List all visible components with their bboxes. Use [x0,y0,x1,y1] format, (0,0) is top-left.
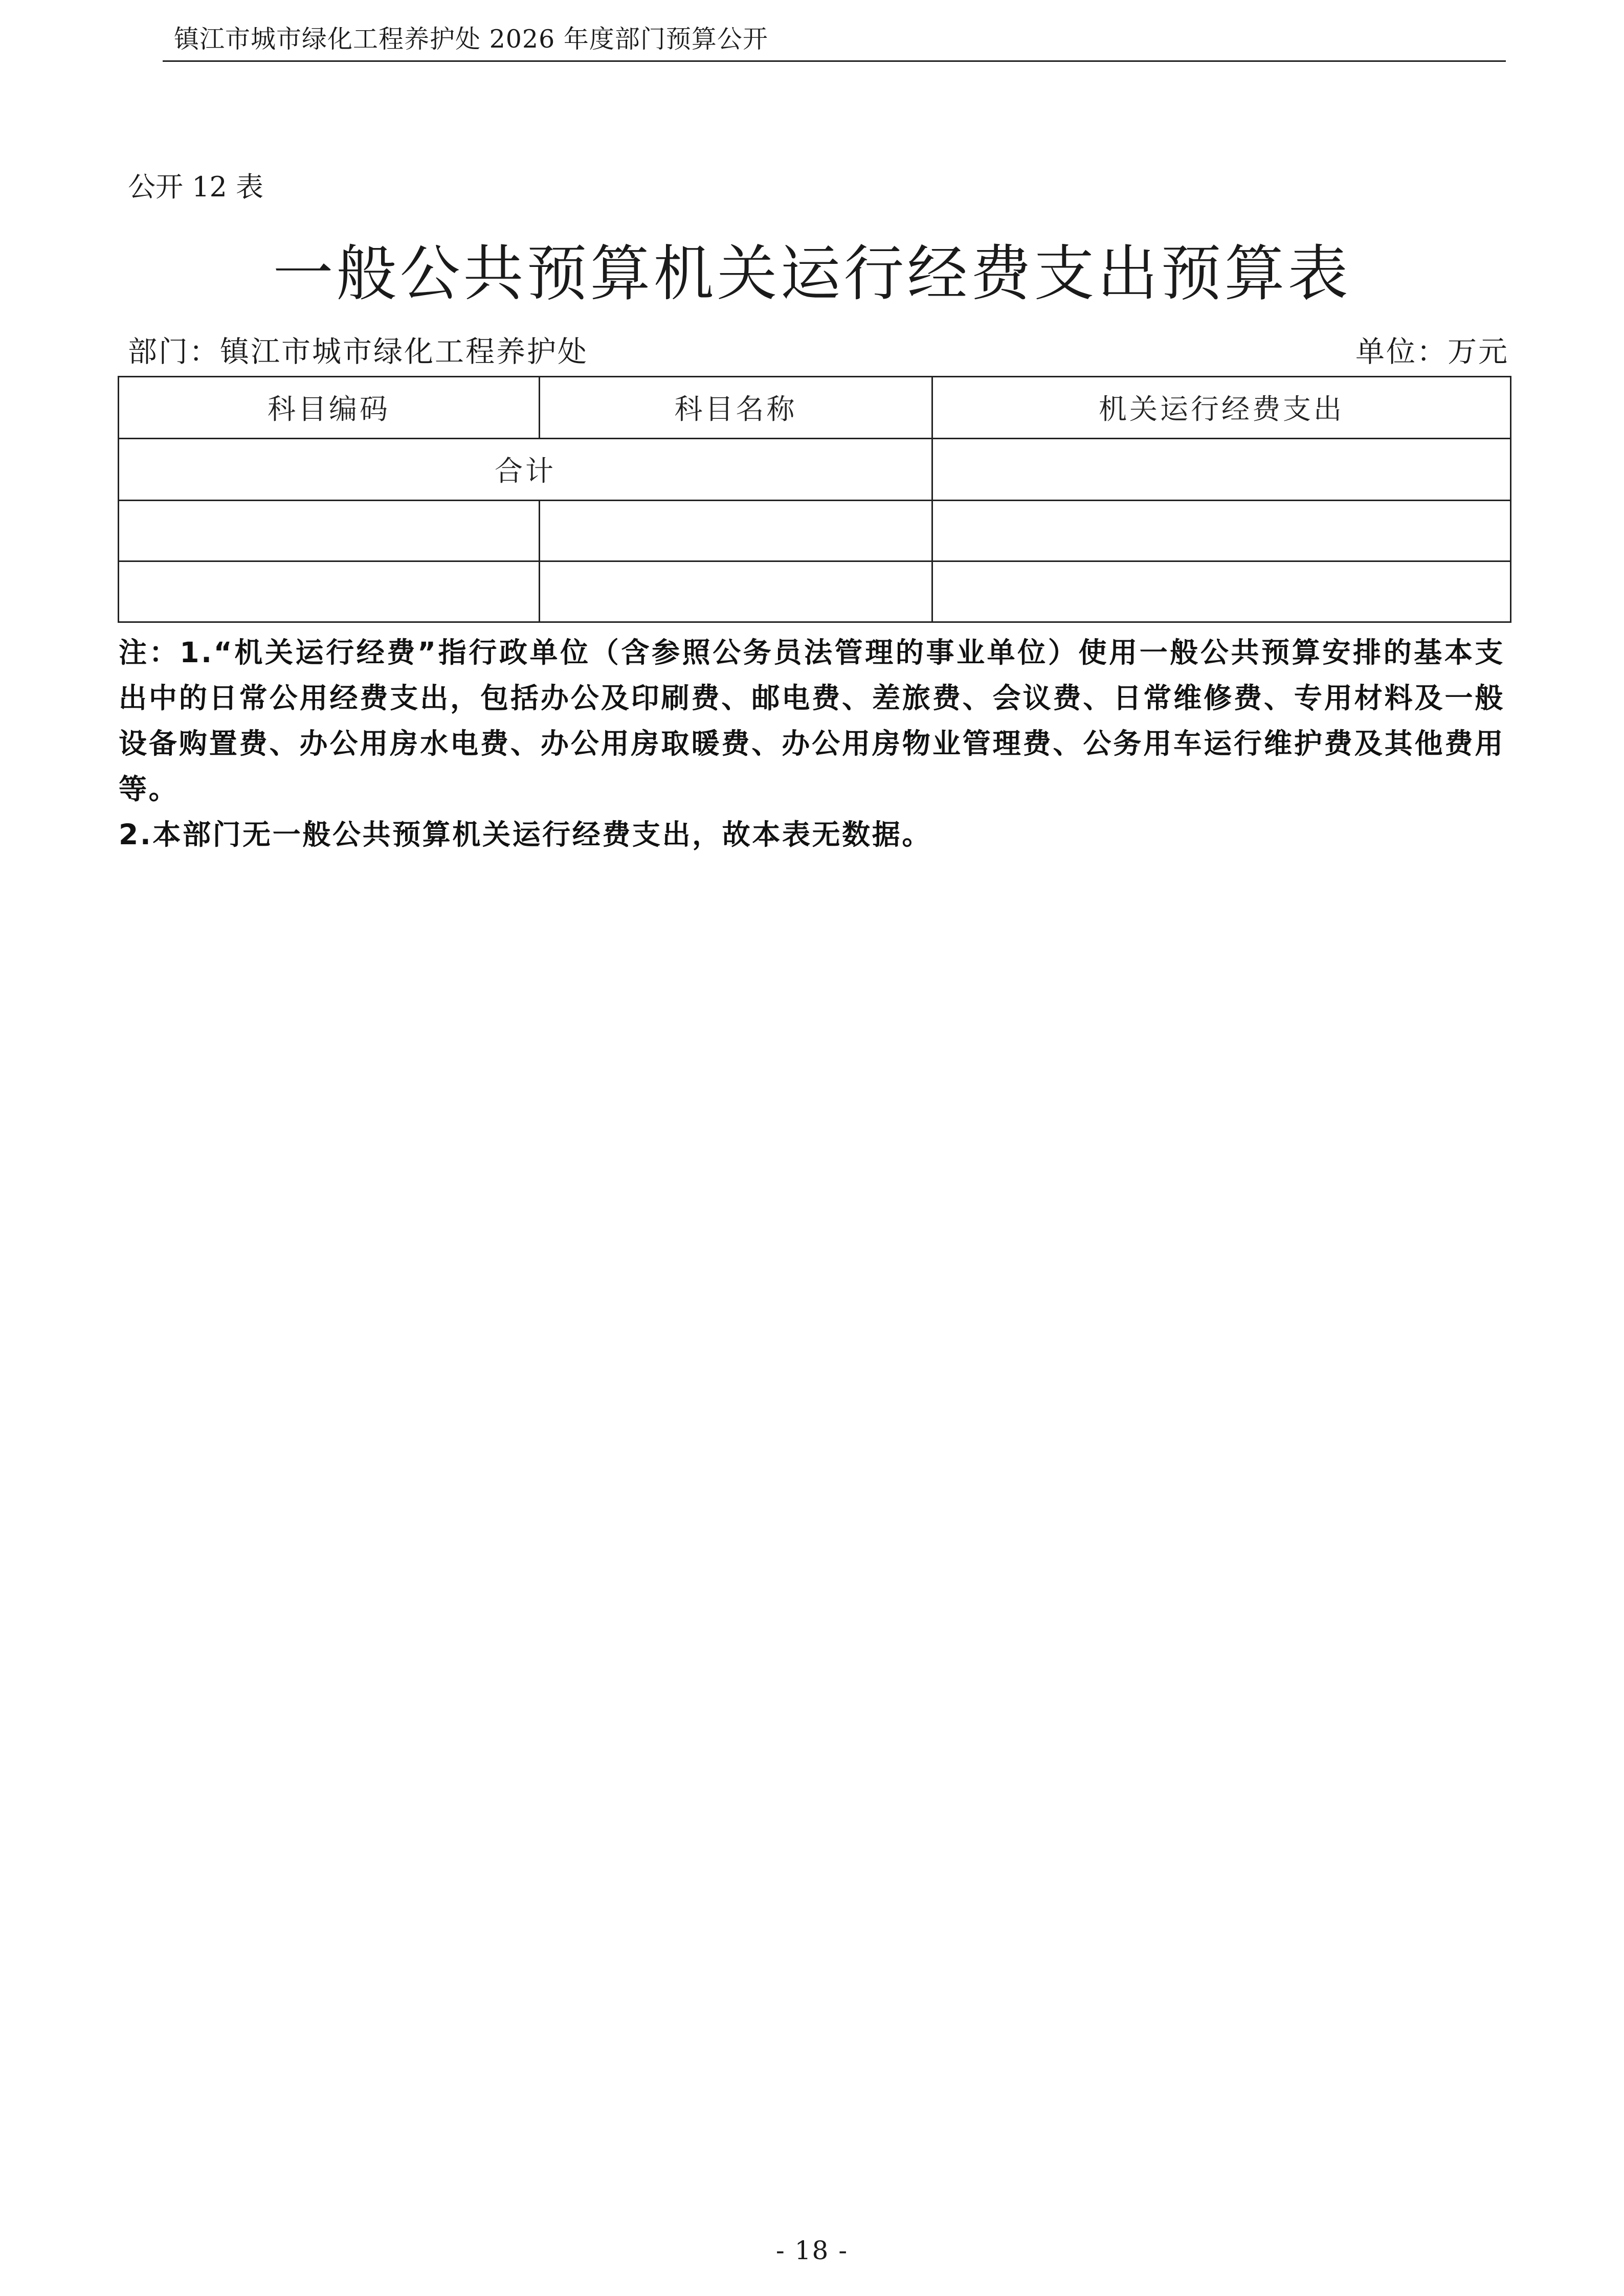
column-header-operating-expense: 机关运行经费支出 [932,377,1511,439]
running-header: 镇江市城市绿化工程养护处 2026 年度部门预算公开 [174,25,768,54]
table-cell [932,561,1511,622]
table-cell [540,561,932,622]
table-number: 公开 12 表 [128,171,264,203]
page-number: - 18 - [775,2236,849,2265]
table-header-row [119,377,1511,439]
total-value [932,439,1511,501]
page-title: 一般公共预算机关运行经费支出预算表 [273,238,1351,309]
table-cell [540,501,932,561]
header-divider [163,60,1506,62]
table-cell [119,501,540,561]
note-item: 注：1.“机关运行经费”指行政单位（含参照公务员法管理的事业单位）使用一般公共预算安排的基本支出中的日常公用经费支出，包括办公及印刷费、邮电费、差旅费、会议费、日常维修费、专用材料及一般设备购置费、办公用房水电费、办公用房取暖费、办公用房物业管理费、公务用车运行维护费及其他费用等。 [119,636,1505,805]
department-label: 部门：镇江市城市绿化工程养护处 [128,335,588,369]
table-cell [119,561,540,622]
note-item: 2.本部门无一般公共预算机关运行经费支出，故本表无数据。 [119,818,932,851]
table-cell [932,501,1511,561]
total-label: 合计 [119,439,932,501]
table-row [119,561,1511,622]
column-header-subject-code: 科目编码 [119,377,540,439]
column-header-subject-name: 科目名称 [540,377,932,439]
budget-table [118,376,1511,623]
table-row [119,501,1511,561]
table-total-row [119,439,1511,501]
unit-label: 单位：万元 [1355,335,1509,369]
table-notes [119,630,1505,858]
